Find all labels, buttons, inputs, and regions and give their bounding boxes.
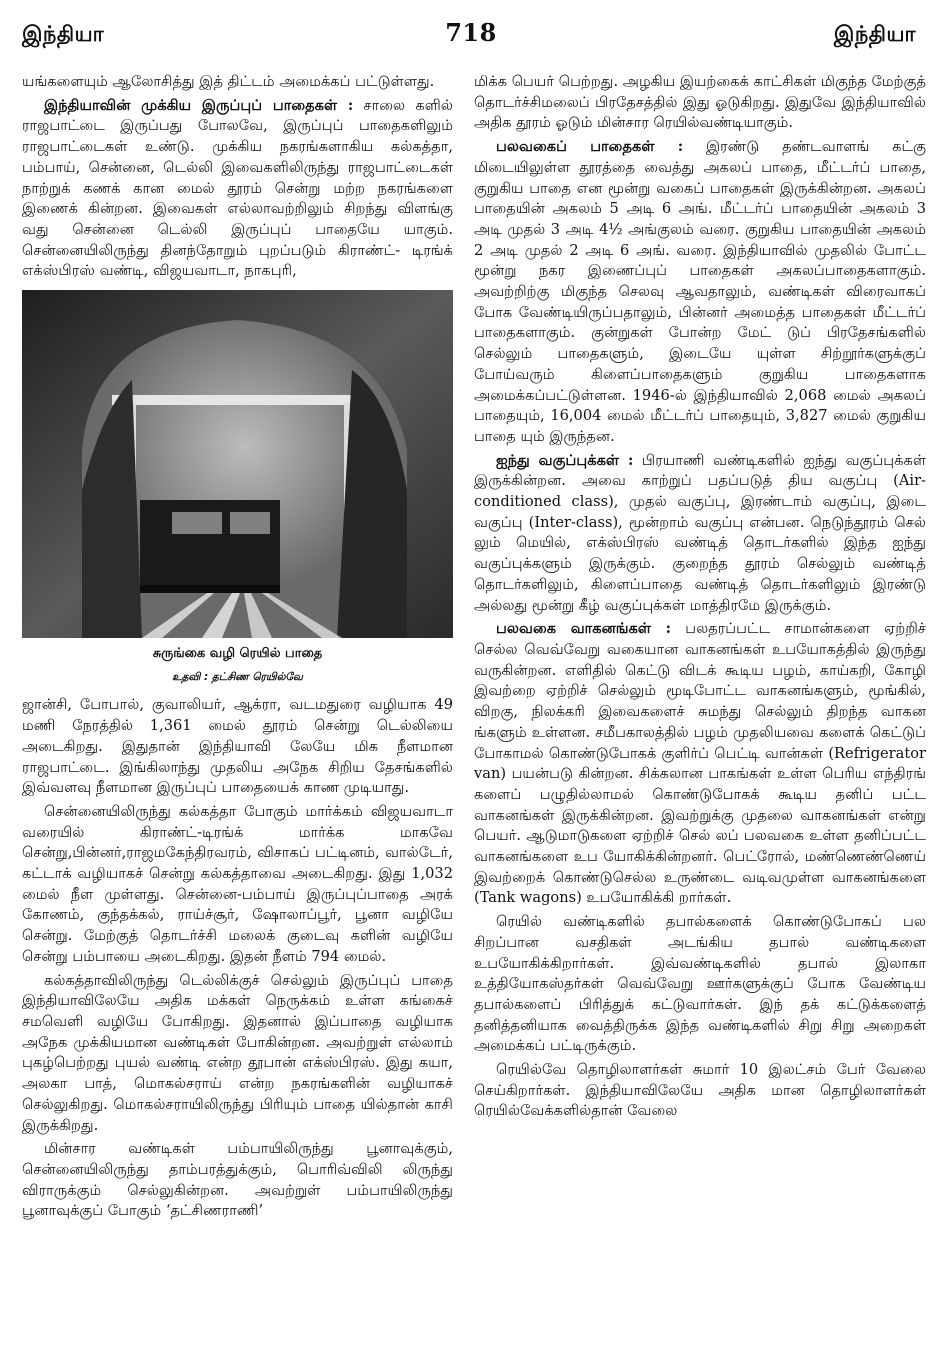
section-heading: ஐந்து வகுப்புக்கள் :	[496, 451, 634, 469]
paragraph-text: சாலை களில் ராஜபாட்டை இருப்பது போலவே, இருப்புப் பாதைகளிலும் ராஜபாட்டைகள் உண்டு. முக்கிய நகரங்களாகிய கல்கத்தா, பம்பாய், சென்னை, டெல்லி இவைகளிலிருந்து ராஜபாட்டைகள் நாற்றுக் கணக் கான மைல் தூரம் சென்று மற்ற நகரங்களை இணைக் கின்றன. இவைகள் எல்லாவற்றிலும் சிறந்து விளங்கு வது சென்னை டெல்லி இருப்புப் பாதையே யாகும். சென்னையிலிருந்து தினந்தோறும் புறப்படும் கிராண்ட்- டிரங்க் எக்ஸ்பிரஸ் வண்டி, விஜயவாடா, நாகபுரி,	[22, 96, 453, 280]
paragraph: ரெயில் வண்டிகளில் தபால்களைக் கொண்டுபோகப் பல சிறப்பான வசதிகள் அடங்கிய தபால் வண்டிகளை உபயோகிக்கிறார்கள். இவ்வண்டிகளில் தபால் இலாகா உத்தியோகஸ்தர்கள் வெவ்வேறு ஊர்களுக்குப் போக வேண்டிய தபால்களைப் பிரித்துக் கட்டுவார்கள். இந் தக் கட்டுக்களைத் தனித்தனியாக வைத்திருக்க இந்த வண்டிகளில் சிறு சிறு அறைகள் அமைக்கப் பட்டிருக்கும்.	[474, 913, 926, 1055]
paragraph	[22, 96, 453, 282]
section-heading: பலவகை வாகனங்கள் :	[496, 620, 672, 638]
page-number: 718	[445, 18, 497, 47]
running-header-left: இந்தியா	[22, 22, 105, 46]
paragraph: யங்களையும் ஆலோசித்து இத் திட்டம் அமைக்கப் பட்டுள்ளது.	[22, 73, 435, 90]
section-heading: இந்தியாவின் முக்கிய இருப்புப் பாதைகள் :	[44, 96, 354, 114]
paragraph: ஜான்சி, போபால், குவாலியர், ஆக்ரா, வடமதுரை வழியாக 49 மணி நேரத்தில் 1,361 மைல் தூரம் சென்று டெல்லியை அடைகிறது. இதுதான் இந்தியாவி லேயே மிக நீளமான ராஜபாட்டை. இங்கிலாந்து முதலிய அநேக சிறிய தேசங்களில் இவ்வளவு நீளமான இருப்புப் பாதையைக் காண முடியாது.	[22, 696, 453, 797]
running-header-right: இந்தியா	[833, 22, 916, 46]
paragraph	[474, 451, 926, 617]
paragraph-text: பலதரப்பட்ட சாமான்களை ஏற்றிச் செல்ல வெவ்வேறு வகையான வாகனங்கள் உபயோகத்தில் இருந்து வருகின்றன. எளிதில் கெட்டு விடக் கூடிய பழம், காய்கறி, கோழி இவற்றை ஏற்றிச் செல்லும் மூடிபோட்ட வாகனங்களும், மூங்கில், விறகு, நிலக்கரி இவைகளைச் சுமந்து செல்லும் திறந்த வாகன ங்களும் உள்ளன. சமீபகாலத்தில் பழம் முதலியவை களைக் கெட்டுப் போகாமல் கொண்டுபோகக் குளிர்ப் பெட்டி வான்கள் (Refrigerator van) பயன்படு கின்றன. சிக்கலான பாகங்கள் உள்ள பெரிய எந்திரங் களைப் பழுதில்லாமல் கொண்டுபோகக் கூடிய தனிப் பட்ட வாகனங்கள் இருக்கின்றன. இவற்றுக்கு முதலை வாகனங்கள் என்று பெயர். ஆடுமாடுகளை ஏற்றிச் செல் லப் பலவகை உள்ள தனிப்பட்ட வாகனங்களை உப யோகிக்கின்றனர். பெட்ரோல், மண்ணெண்ணெய் இவற்றைக் கொண்டுசெல்ல உருண்டை வடிவமுள்ள வாகனங்களை (Tank wagons) உபயோகிக்கி றார்கள்.	[474, 620, 926, 907]
paragraph	[474, 619, 926, 909]
tunnel-railway-photo	[22, 290, 453, 638]
paragraph	[474, 137, 926, 448]
paragraph: கல்கத்தாவிலிருந்து டெல்லிக்குச் செல்லும் இருப்புப் பாதை இந்தியாவிலேயே அதிக மக்கள் நெருக்கம் உள்ள கங்கைச் சமவெளி வழியே போகிறது. இதனால் இப்பாதை வழியாக அநேக முக்கியமான வண்டிகள் போகின்றன. அவற்றுள் எல்லாம் புகழ்பெற்றது புயல் வண்டி என்ற தூபான் எக்ஸ்பிரஸ். இது கயா, அலகா பாத், மொகல்சராய் என்ற நகரங்களின் வழியாகச் செல்லுகிறது. மொகல்சராயிலிருந்து பிரியும் பாதை யில்தான் காசி இருக்கிறது.	[22, 971, 453, 1134]
paragraph: மின்சார வண்டிகள் பம்பாயிலிருந்து பூனாவுக்கும், சென்னையிலிருந்து தாம்பரத்துக்கும், பொரிவ்விலி லிருந்து விராருக்கும் செல்லுகின்றன. அவற்றுள் பம்பாயிலிருந்து பூனாவுக்குப் போகும் ‘தட்சிணராணி’	[22, 1140, 453, 1220]
left-column	[22, 72, 453, 1225]
paragraph-text: இரண்டு தண்டவாளங் கட்கு மிடையிலுள்ள தூரத்தை வைத்து அகலப் பாதை, மீட்டர்ப் பாதை, குறுகிய பாதை என மூன்று வகைப் பாதைகள் இருக்கின்றன. அகலப் பாதையின் அகலம் 5 அடி 6 அங். மீட்டர்ப் பாதையின் அகலம் 3 அடி முதல் 3 அடி 4½ அங்குலம் வரை. குறுகிய பாதையின் அகலம் 2 அடி முதல் 2 அடி 6 அங். வரை. இந்தியாவில் முதலில் போட்ட மூன்று நகர இணைப்புப் பாதைகள் அகலப்பாதைகளாகும். அவற்றிற்கு மிகுந்த செலவு ஆவதாலும், வண்டிகள் விரைவாகப் போக வேண்டியிருப்பதாலும், பின்னர் அமைத்த பாதைகள் மீட்டர்ப் பாதைகளாகும். குன்றுகள் போன்ற மேட் டுப் பிரதேசங்களில் செல்லும் பாதைகளும், இடையே யுள்ள சிற்றூர்களுக்குப் போய்வரும் கிளைப்பாதைகளும் குறுகிய பாதைகளாக அமைக்கப்பட்டுள்ளன. 1946-ல் இந்தியாவில் 2,068 மைல் அகலப் பாதையும், 16,004 மைல் மீட்டர்ப் பாதையும், 3,827 மைல் குறுகிய பாதை யும் இருந்தன.	[474, 138, 926, 445]
right-column	[474, 72, 926, 1125]
paragraph-text: பிரயாணி வண்டிகளில் ஐந்து வகுப்புக்கள் இருக்கின்றன. அவை காற்றுப் பதப்படுத் திய வகுப்பு (Air-conditioned class), முதல் வகுப்பு, இரண்டாம் வகுப்பு, இடை வகுப்பு (Inter-class), மூன்றாம் வகுப்பு என்பன. நெடுந்தூரம் செல் லும் மெயில், எக்ஸ்பிரஸ் வண்டித் தொடர்களில் இந்த ஐந்து வகுப்புக்களும் இருக்கும். குறைந்த தூரம் செல்லும் வண்டித் தொடர்களிலும், கிளைப்பாதை வண்டித் தொடர்களிலும் இரண்டு அல்லது மூன்று கீழ் வகுப்புக்கள் மாத்திரமே இருக்கும்.	[474, 451, 926, 614]
photo-caption: சுருங்கை வழி ரெயில் பாதை	[152, 646, 323, 662]
paragraph: மிக்க பெயர் பெற்றது. அழகிய இயற்கைக் காட்சிகள் மிகுந்த மேற்குத் தொடர்ச்சிமலைப் பிரதேசத்தில் இது ஓடுகிறது. இதுவே இந்தியாவில் அதிக தூரம் ஓடும் மின்சார ரெயில்வண்டியாகும்.	[474, 73, 926, 132]
section-heading: பலவகைப் பாதைகள் :	[496, 138, 684, 156]
paragraph: ரெயில்வே தொழிலாளர்கள் சுமார் 10 இலட்சம் பேர் வேலை செய்கிறார்கள். இந்தியாவிலேயே அதிக மான தொழிலாளர்கள் ரெயில்வேக்களில்தான் வேலை	[474, 1061, 926, 1120]
photo-illustration	[22, 290, 453, 638]
paragraph: சென்னையிலிருந்து கல்கத்தா போகும் மார்க்கம் விஜயவாடா வரையில் கிராண்ட்-டிரங்க் மார்க்க மாகவே சென்று,பின்னர்,ராஜமகேந்திரவரம், விசாகப் பட்டினம், வால்டேர், கட்டாக் வழியாகச் சென்று கல்கத்தாவை அடைகிறது. இது 1,032 மைல் நீள முள்ளது. சென்னை-பம்பாய் இருப்புப்பாதை அரக் கோணம், குந்தக்கல், ராய்ச்சூர், ஷோலாப்பூர், பூனா வழியே சென்று. மேற்குத் தொடர்ச்சி மலைக் குடைவு களின் வழியே சென்று பம்பாயை அடைகிறது. இதன் நீளம் 794 மைல்.	[22, 802, 453, 965]
photo-credit: உதவி : தட்சிண ரெயில்வே	[172, 670, 303, 683]
